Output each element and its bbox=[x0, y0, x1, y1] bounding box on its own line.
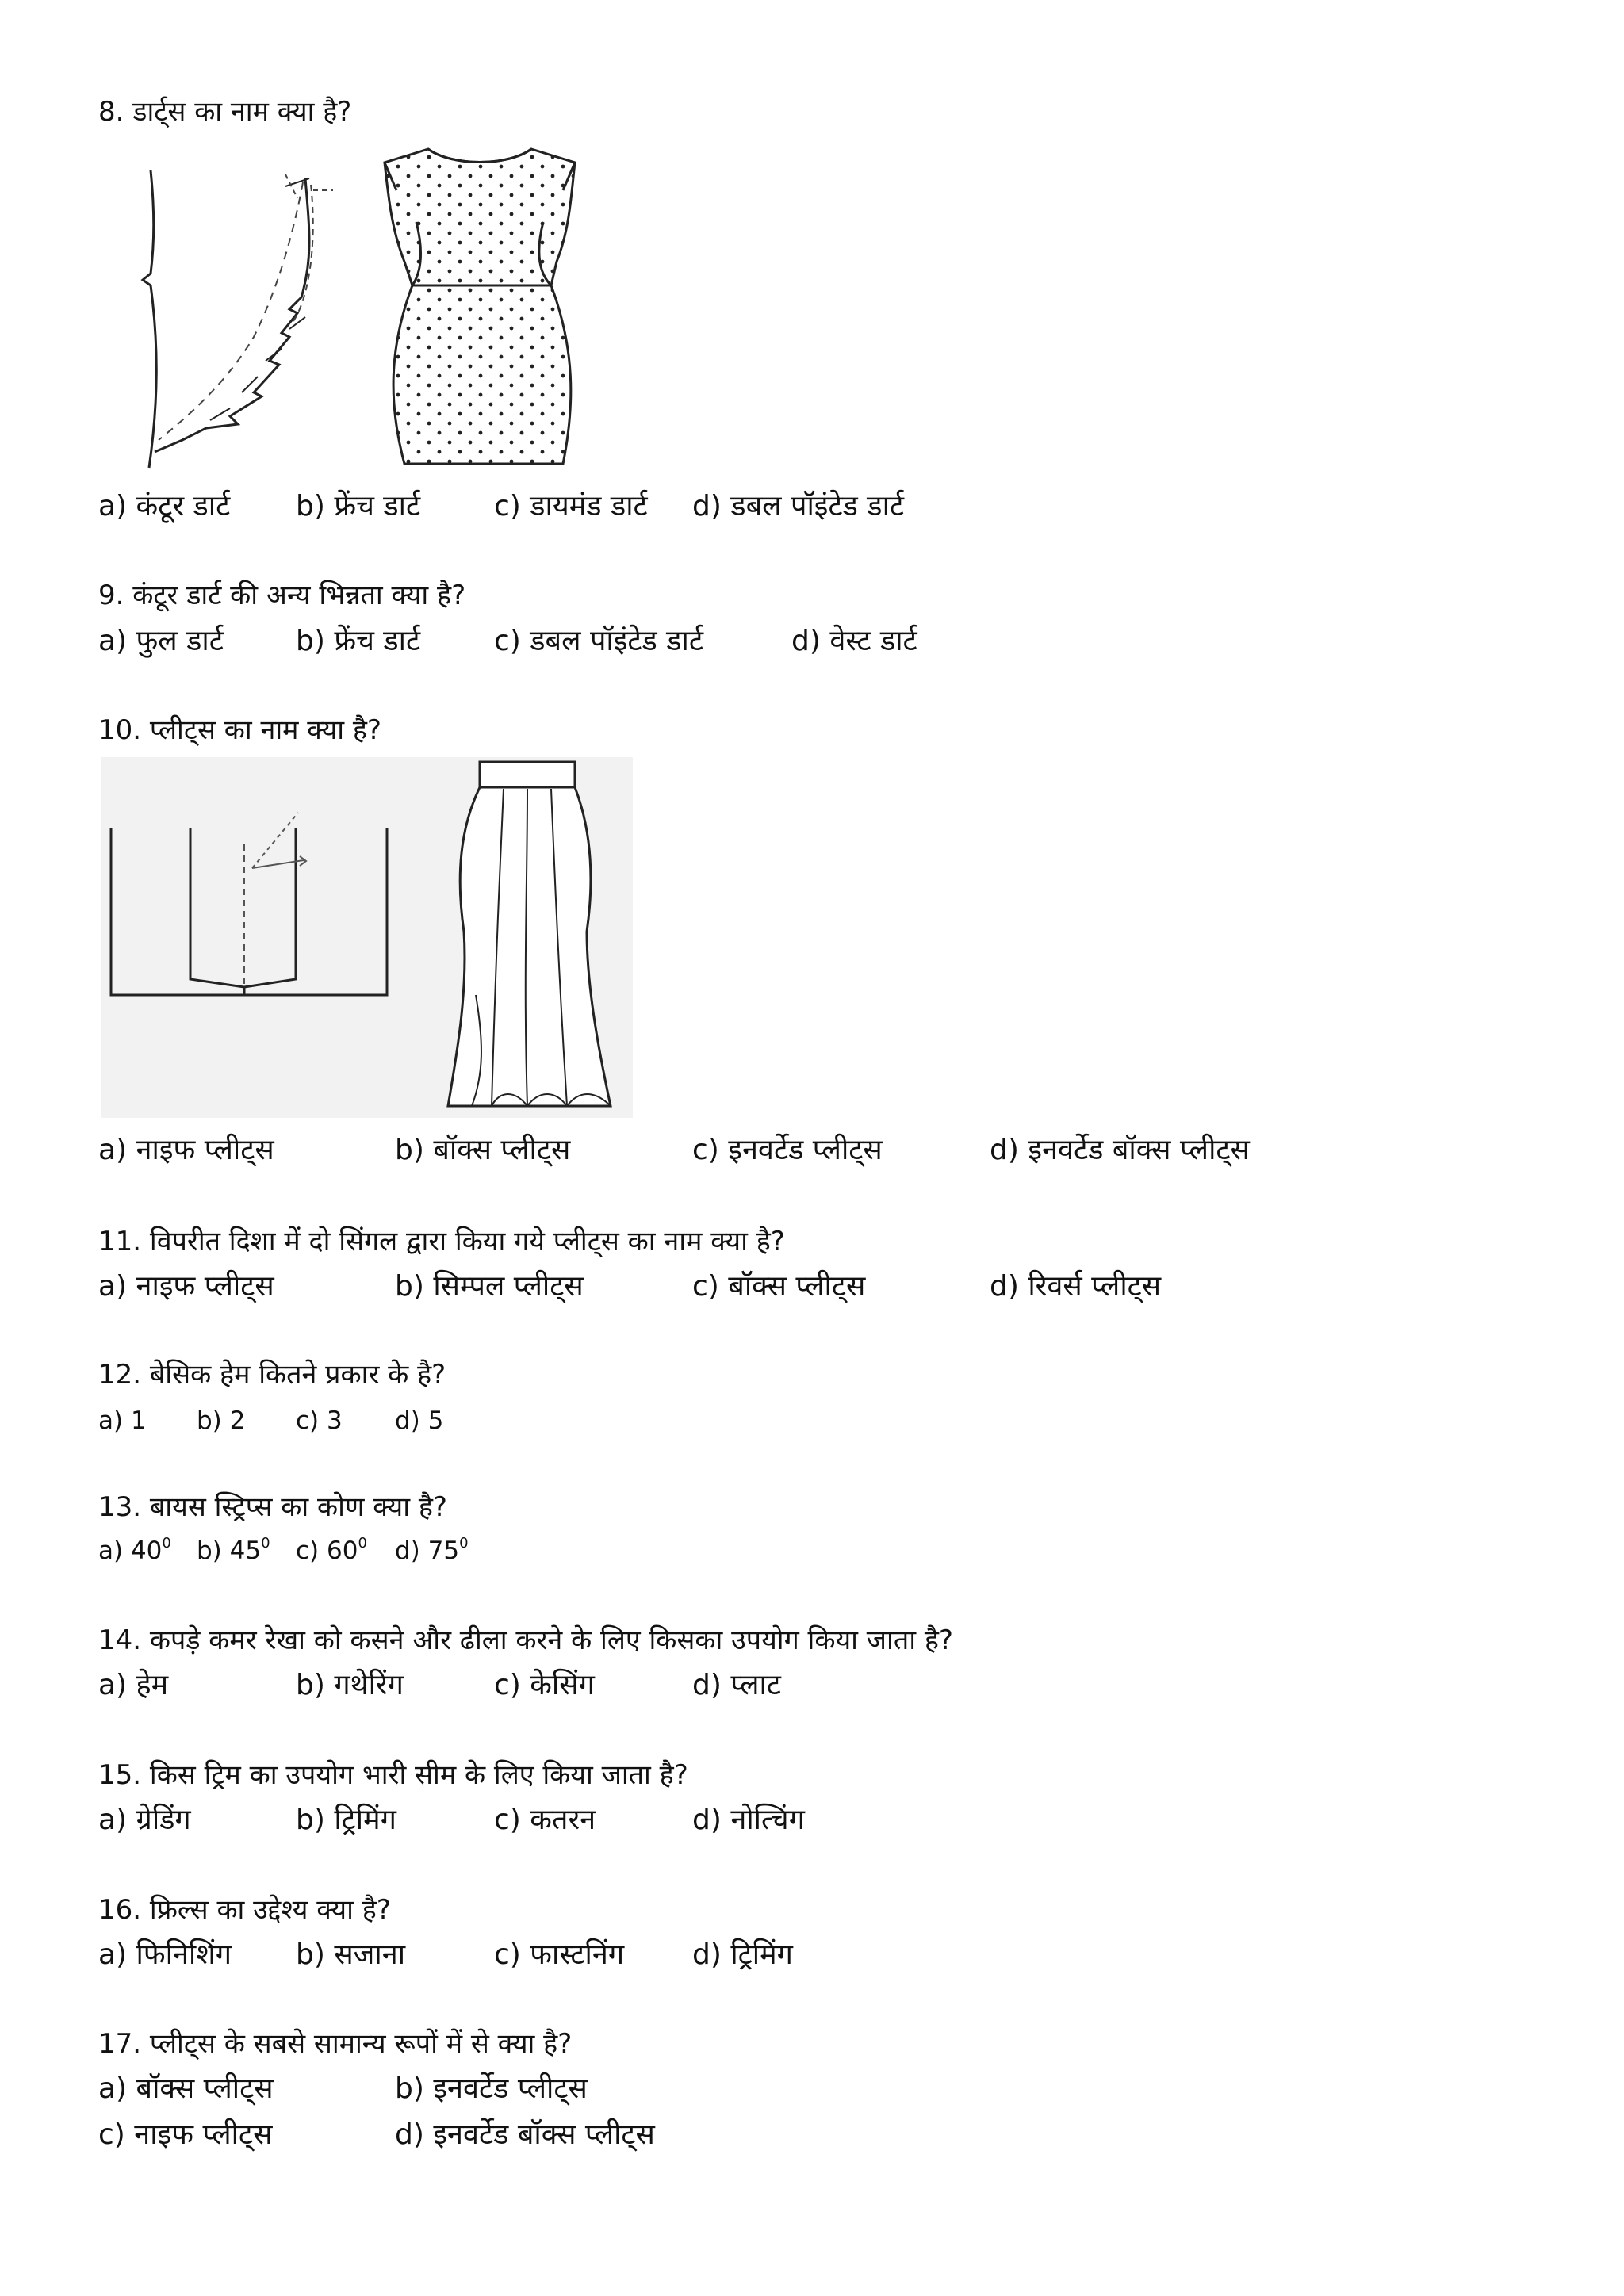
q12-option-b[interactable]: b) 2 bbox=[197, 1406, 246, 1435]
q8-option-d[interactable]: d) डबल पॉइंटेड डार्ट bbox=[692, 490, 905, 522]
q15-option-b[interactable]: b) ट्रिमिंग bbox=[296, 1804, 396, 1836]
q14-option-c[interactable]: c) केसिंग bbox=[494, 1669, 595, 1701]
question-11 bbox=[98, 1225, 785, 1258]
question-text: बेसिक हेम कितने प्रकार के है? bbox=[149, 1359, 446, 1391]
q11-option-d[interactable]: d) रिवर्स प्लीट्स bbox=[990, 1270, 1162, 1303]
q14-option-d[interactable]: d) प्लाट bbox=[692, 1669, 781, 1701]
degree-mark: 0 bbox=[261, 1535, 270, 1552]
q9-option-a[interactable]: a) फुल डार्ट bbox=[98, 625, 224, 657]
question-15 bbox=[98, 1758, 688, 1792]
q11-option-c[interactable]: c) बॉक्स प्लीट्स bbox=[692, 1270, 866, 1303]
q8-option-b[interactable]: b) फ्रेंच डार्ट bbox=[296, 490, 421, 522]
degree-mark: 0 bbox=[459, 1535, 469, 1552]
q11-option-b[interactable]: b) सिम्पल प्लीट्स bbox=[395, 1270, 584, 1303]
q13-option-b[interactable]: b) $45^0$ bbox=[197, 1535, 270, 1565]
question-text: कंटूर डार्ट की अन्य भिन्नता क्या है? bbox=[132, 580, 466, 611]
question-number: 11. bbox=[98, 1226, 142, 1257]
question-number: 16. bbox=[98, 1894, 142, 1926]
question-text: विपरीत दिशा में दो सिंगल द्वारा किया गये प्लीट्स का नाम क्या है? bbox=[149, 1226, 785, 1257]
question-14 bbox=[98, 1624, 953, 1657]
q15-option-d[interactable]: d) नोत्चिंग bbox=[692, 1804, 805, 1836]
question-number: 14. bbox=[98, 1624, 142, 1656]
question-16 bbox=[98, 1893, 391, 1927]
q11-option-a[interactable]: a) नाइफ प्लीट्स bbox=[98, 1270, 274, 1303]
dress-figure bbox=[373, 143, 587, 468]
q13-option-c[interactable]: c) $60^0$ bbox=[296, 1535, 367, 1565]
degree-mark: 0 bbox=[162, 1535, 171, 1552]
question-17 bbox=[98, 2027, 572, 2061]
question-number: 8. bbox=[98, 96, 124, 128]
q17-option-d[interactable]: d) इनवर्टेड बॉक्स प्लीट्स bbox=[395, 2118, 655, 2151]
question-text: प्लीट्स का नाम क्या है? bbox=[149, 714, 381, 746]
question-10 bbox=[98, 714, 381, 747]
pleat-pattern-figure bbox=[102, 757, 403, 1118]
question-13 bbox=[98, 1490, 447, 1524]
q12-option-d[interactable]: d) 5 bbox=[395, 1406, 444, 1435]
q9-option-b[interactable]: b) फ्रेंच डार्ट bbox=[296, 625, 421, 657]
q16-option-b[interactable]: b) सजाना bbox=[296, 1938, 406, 1971]
question-text: डार्ट्स का नाम क्या है? bbox=[132, 96, 352, 128]
q16-option-c[interactable]: c) फास्टनिंग bbox=[494, 1938, 625, 1971]
question-number: 9. bbox=[98, 580, 124, 611]
question-number: 13. bbox=[98, 1491, 142, 1523]
question-number: 15. bbox=[98, 1759, 142, 1791]
q16-option-d[interactable]: d) ट्रिमिंग bbox=[692, 1938, 793, 1971]
q10-option-a[interactable]: a) नाइफ प्लीट्स bbox=[98, 1134, 274, 1166]
q12-option-a[interactable]: a) 1 bbox=[98, 1406, 147, 1435]
degree-mark: 0 bbox=[358, 1535, 367, 1552]
q12-option-c[interactable]: c) 3 bbox=[296, 1406, 343, 1435]
question-number: 17. bbox=[98, 2028, 142, 2060]
q17-option-b[interactable]: b) इनवर्टेड प्लीट्स bbox=[395, 2072, 588, 2105]
q14-option-b[interactable]: b) गथेरिंग bbox=[296, 1669, 404, 1701]
skirt-figure bbox=[428, 757, 626, 1118]
q8-option-c[interactable]: c) डायमंड डार्ट bbox=[494, 490, 648, 522]
contour-dart-pattern-figure bbox=[127, 163, 341, 480]
q14-option-a[interactable]: a) हेम bbox=[98, 1669, 169, 1701]
question-8 bbox=[98, 95, 351, 128]
question-text: किस ट्रिम का उपयोग भारी सीम के लिए किया जाता है? bbox=[149, 1759, 688, 1791]
q17-option-c[interactable]: c) नाइफ प्लीट्स bbox=[98, 2118, 273, 2151]
question-text: प्लीट्स के सबसे सामान्य रूपों में से क्या है? bbox=[149, 2028, 573, 2060]
q13-option-d[interactable]: d) $75^0$ bbox=[395, 1535, 469, 1565]
q10-option-b[interactable]: b) बॉक्स प्लीट्स bbox=[395, 1134, 571, 1166]
q9-option-d[interactable]: d) वेस्ट डार्ट bbox=[791, 625, 917, 657]
question-text: कपड़े कमर रेखा को कसने और ढीला करने के लिए किसका उपयोग किया जाता है? bbox=[149, 1624, 953, 1656]
question-number: 12. bbox=[98, 1359, 142, 1391]
question-text: बायस स्ट्रिप्स का कोण क्या है? bbox=[149, 1491, 447, 1523]
q10-option-d[interactable]: d) इनवर्टेड बॉक्स प्लीट्स bbox=[990, 1134, 1250, 1166]
q13-option-a[interactable]: a) $40^0$ bbox=[98, 1535, 171, 1565]
q9-option-c[interactable]: c) डबल पॉइंटेड डार्ट bbox=[494, 625, 703, 657]
q15-option-a[interactable]: a) ग्रेडिंग bbox=[98, 1804, 191, 1836]
question-number: 10. bbox=[98, 714, 142, 746]
question-text: फ्रिल्स का उद्देश्य क्या है? bbox=[149, 1894, 391, 1926]
q15-option-c[interactable]: c) कतरन bbox=[494, 1804, 596, 1836]
question-9 bbox=[98, 579, 465, 612]
q10-option-c[interactable]: c) इनवर्टेड प्लीट्स bbox=[692, 1134, 883, 1166]
question-12 bbox=[98, 1358, 446, 1391]
q8-option-a[interactable]: a) कंटूर डार्ट bbox=[98, 490, 231, 522]
q17-option-a[interactable]: a) बॉक्स प्लीट्स bbox=[98, 2072, 274, 2105]
q16-option-a[interactable]: a) फिनिशिंग bbox=[98, 1938, 232, 1971]
